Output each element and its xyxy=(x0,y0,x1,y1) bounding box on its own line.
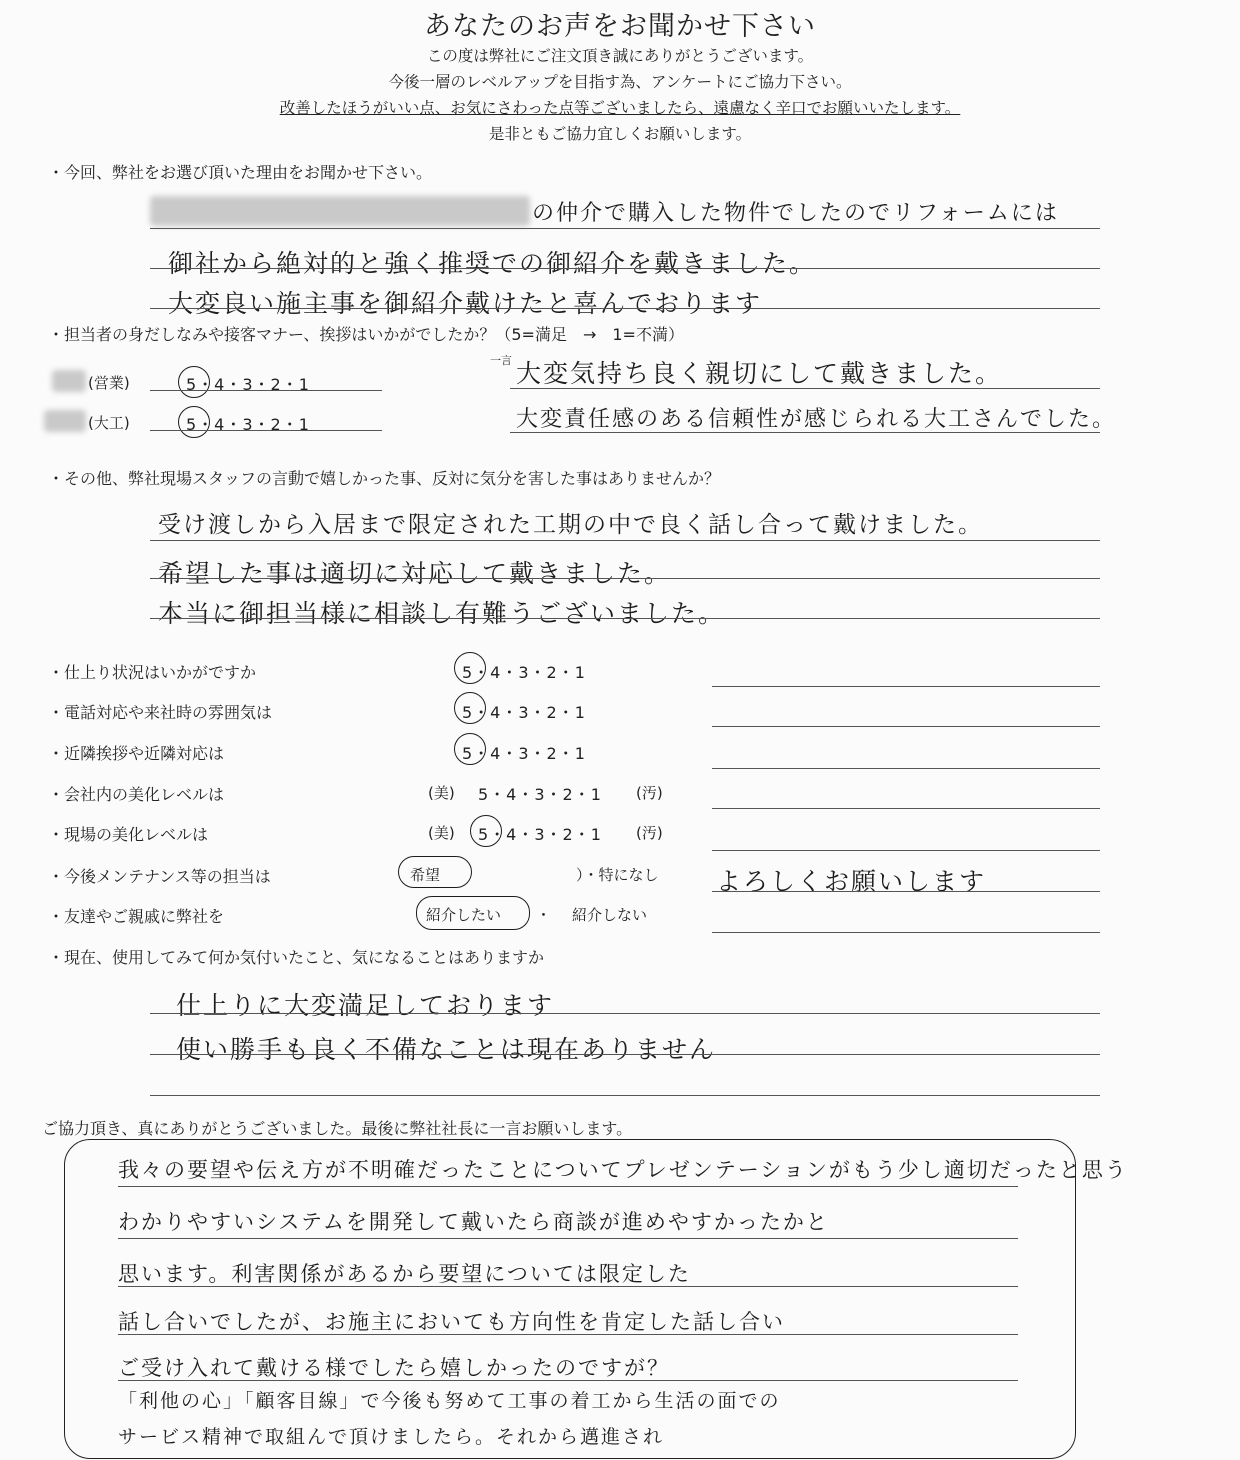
rating-label-neighbors: ・近隣挨拶や近隣対応は xyxy=(48,744,225,763)
referral-option-no: 紹介しない xyxy=(572,906,648,924)
answer-staff-line-3: 本当に御担当様に相談し有難うございました。 xyxy=(158,599,726,628)
maintenance-option-wanted: 希望 xyxy=(410,866,441,884)
answer-reason-line-3: 大変良い施主事を御紹介戴けたと喜んでおります xyxy=(168,289,763,318)
rating-label-finish: ・仕上り状況はいかがですか xyxy=(48,663,257,682)
question-manners: ・担当者の身だしなみや接客マナー、挨拶はいかがでしたか？（5=満足 → 1=不満） xyxy=(48,325,684,344)
rating-label-office-cleanliness: ・会社内の美化レベルは xyxy=(48,785,225,804)
maintenance-option-none: ）・特になし xyxy=(576,866,659,884)
referral-separator: ・ xyxy=(536,906,552,924)
answer-staff-line-2: 希望した事は適切に対応して戴きました。 xyxy=(158,559,672,588)
scale-left-label: (美) xyxy=(428,824,455,842)
intro-line-3: 改善したほうがいい点、お気にさわった点等ございましたら、遠慮なく辛口でお願いいたします。 xyxy=(279,99,961,117)
intro-line-4: 是非ともご協力宜しくお願いします。 xyxy=(488,125,752,143)
question-reason: ・今回、弊社をお選び頂いた理由をお聞かせ下さい。 xyxy=(48,163,433,182)
question-staff-behavior: ・その他、弊社現場スタッフの言動で嬉しかった事、反対に気分を害した事はありませんか？ xyxy=(48,469,721,488)
rating-scale-site: 5・4・3・2・1 xyxy=(478,825,602,844)
page-title: あなたのお声をお聞かせ下さい xyxy=(424,11,816,42)
rating-scale-neighbors: 5・4・3・2・1 xyxy=(462,744,586,763)
closing-line-5: ご受け入れて戴ける様でしたら嬉しかったのですが？ xyxy=(118,1356,670,1380)
referral-option-yes: 紹介したい xyxy=(426,906,502,924)
selected-rating-circle xyxy=(454,733,486,765)
selected-rating-circle xyxy=(454,692,486,724)
rating-label-site-cleanliness: ・現場の美化レベルは xyxy=(48,825,209,844)
scale-right-label: (汚) xyxy=(636,784,663,802)
selected-rating-circle xyxy=(470,815,502,847)
scale-left-label: (美) xyxy=(428,784,455,802)
referral-label: ・友達やご親戚に弊社を xyxy=(48,907,225,926)
selected-option-circle xyxy=(416,896,530,930)
rating-scale-finish: 5・4・3・2・1 xyxy=(462,663,586,682)
closing-line-4: 話し合いでしたが、お施主においても方向性を肯定した話し合い xyxy=(118,1310,785,1334)
answer-usage-line-2: 使い勝手も良く不備なことは現在ありません xyxy=(176,1035,717,1064)
redacted-staff-2 xyxy=(44,410,86,432)
selected-rating-circle xyxy=(454,652,486,684)
rating-scale-office: 5・4・3・2・1 xyxy=(478,785,602,804)
scale-right-label: (汚) xyxy=(636,824,663,842)
answer-reason-line-1: の仲介で購入した物件でしたのでリフォームには xyxy=(532,201,1059,226)
answer-reason-line-2: 御社から絶対的と強く推奨での御紹介を戴きました。 xyxy=(168,249,817,278)
maintenance-comment: よろしくお願いします xyxy=(716,867,987,896)
rating-scale-sales: 5・4・3・2・1 xyxy=(186,375,310,394)
closing-line-6: 「利他の心」「顧客目線」で今後も努めて工事の着工から生活の面での xyxy=(118,1390,781,1412)
rating-scale-phone: 5・4・3・2・1 xyxy=(462,703,586,722)
staff-role-carpenter: (大工) xyxy=(88,414,130,432)
manners-comment-line-1: 大変気持ち良く親切にして戴きました。 xyxy=(516,359,1003,388)
manners-comment-line-2: 大変責任感のある信頼性が感じられる大工さんでした。 xyxy=(516,407,1117,432)
intro-line-1: この度は弊社にご注文頂き誠にありがとうございます。 xyxy=(426,47,814,65)
closing-line-2: わかりやすいシステムを開発して戴いたら商談が進めやすかったかと xyxy=(118,1210,829,1234)
selected-rating-circle xyxy=(178,366,210,398)
maintenance-label: ・今後メンテナンス等の担当は xyxy=(48,867,271,886)
intro-line-2: 今後一層のレベルアップを目指す為、アンケートにご協力下さい。 xyxy=(388,73,852,91)
closing-line-7: サービス精神で取組んで頂けましたら。それから邁進され xyxy=(118,1426,665,1448)
closing-line-1: 我々の要望や伝え方が不明確だったことについてプレゼンテーションがもう少し適切だったと思う xyxy=(118,1158,1128,1182)
closing-label: ご協力頂き、真にありがとうございました。最後に弊社社長に一言お願いします。 xyxy=(42,1119,633,1138)
answer-usage-line-1: 仕上りに大変満足しております xyxy=(176,991,555,1020)
selected-rating-circle xyxy=(178,406,210,438)
rating-scale-carpenter: 5・4・3・2・1 xyxy=(186,415,310,434)
closing-line-3: 思います。利害関係があるから要望については限定した xyxy=(118,1262,691,1286)
question-current-usage: ・現在、使用してみて何か気付いたこと、気になることはありますか xyxy=(48,948,545,967)
selected-option-circle xyxy=(398,856,472,888)
answer-staff-line-1: 受け渡しから入居まで限定された工期の中で良く話し合って戴けました。 xyxy=(158,512,983,538)
rating-label-phone: ・電話対応や来社時の雰囲気は xyxy=(48,703,273,722)
staff-role-sales: (営業) xyxy=(88,374,130,392)
comment-label: 一言 xyxy=(490,354,512,367)
redacted-staff-1 xyxy=(52,370,86,392)
redacted-name xyxy=(150,196,530,226)
